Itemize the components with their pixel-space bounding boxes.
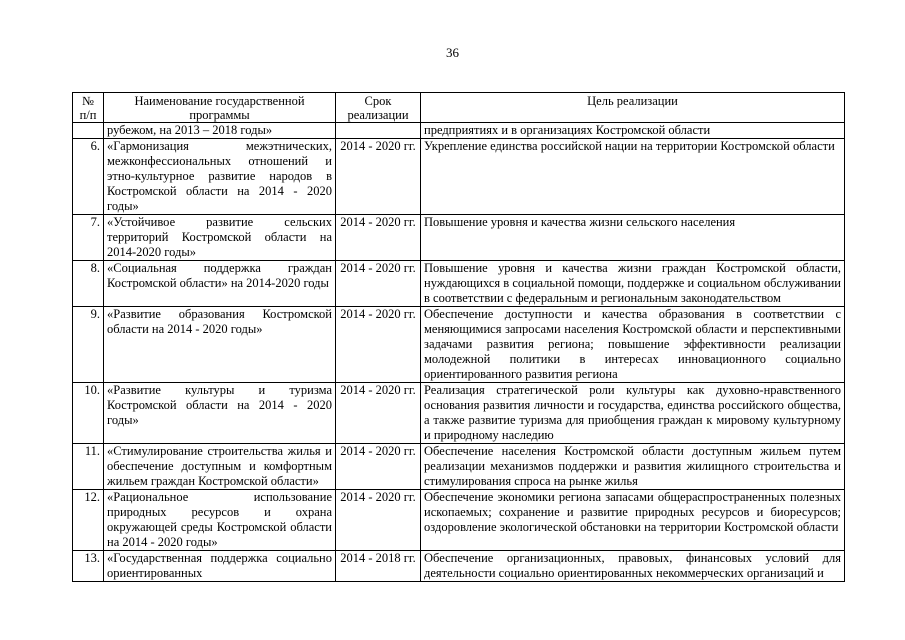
cell-name: «Стимулирование строительства жилья и обеспечение доступным и комфортным жильем граждан Костромской области» — [104, 444, 336, 490]
cell-num: 11. — [73, 444, 104, 490]
cell-term: 2014 - 2020 гг. — [336, 307, 421, 383]
cell-name: «Рациональное использование природных ресурсов и охрана окружающей среды Костромской области на 2014 - 2020 годы» — [104, 490, 336, 551]
cell-name: «Развитие образования Костромской области на 2014 - 2020 годы» — [104, 307, 336, 383]
table-row — [73, 261, 845, 307]
table-row — [73, 383, 845, 444]
cell-name: «Устойчивое развитие сельских территорий Костромской области на 2014-2020 годы» — [104, 215, 336, 261]
programs-table — [72, 92, 845, 582]
cell-term: 2014 - 2018 гг. — [336, 551, 421, 582]
cell-num: 8. — [73, 261, 104, 307]
cell-name: «Социальная поддержка граждан Костромской области» на 2014-2020 годы — [104, 261, 336, 307]
cell-goal: Укрепление единства российской нации на территории Костромской области — [421, 139, 845, 215]
cell-goal: Повышение уровня и качества жизни сельского населения — [421, 215, 845, 261]
cell-goal: Обеспечение доступности и качества образования в соответствии с меняющимися запросами населения Костромской области и перспективными задачами развития региона; повышение эффективности реализации молодежной политики в интересах инновационного социально ориентированного развития региона — [421, 307, 845, 383]
cell-name: рубежом, на 2013 – 2018 годы» — [104, 123, 336, 139]
table-header-row — [73, 93, 845, 123]
table-row — [73, 215, 845, 261]
cell-term: 2014 - 2020 гг. — [336, 383, 421, 444]
table-row — [73, 139, 845, 215]
cell-term: 2014 - 2020 гг. — [336, 490, 421, 551]
cell-num: 13. — [73, 551, 104, 582]
cell-num: 6. — [73, 139, 104, 215]
table-row-continuation — [73, 123, 845, 139]
table-row — [73, 490, 845, 551]
cell-num — [73, 123, 104, 139]
cell-name: «Гармонизация межэтнических, межконфессиональных отношений и этно-культурное развитие народов в Костромской области на 2014 - 2020 годы» — [104, 139, 336, 215]
table-row — [73, 307, 845, 383]
header-name: Наименование государственной программы — [104, 93, 336, 123]
cell-goal: Реализация стратегической роли культуры как духовно-нравственного основания развития личности и государства, единства российского общества, а также развитие туризма для приобщения граждан к мировому культурному и природному наследию — [421, 383, 845, 444]
cell-term: 2014 - 2020 гг. — [336, 444, 421, 490]
cell-term: 2014 - 2020 гг. — [336, 215, 421, 261]
cell-goal: предприятиях и в организациях Костромской области — [421, 123, 845, 139]
header-term: Срок реализации — [336, 93, 421, 123]
cell-num: 12. — [73, 490, 104, 551]
cell-goal: Обеспечение экономики региона запасами общераспространенных полезных ископаемых; сохранение и развитие природных ресурсов и биоресурсов; оздоровление экологической обстановки на территории Костромской области — [421, 490, 845, 551]
header-goal: Цель реализации — [421, 93, 845, 123]
cell-goal: Обеспечение населения Костромской области доступным жильем путем реализации механизмов поддержки и развития жилищного строительства и стимулирования спроса на рынке жилья — [421, 444, 845, 490]
cell-num: 10. — [73, 383, 104, 444]
cell-name: «Государственная поддержка социально ориентированных — [104, 551, 336, 582]
table-row — [73, 551, 845, 582]
cell-term: 2014 - 2020 гг. — [336, 139, 421, 215]
cell-term — [336, 123, 421, 139]
cell-num: 9. — [73, 307, 104, 383]
cell-num: 7. — [73, 215, 104, 261]
cell-term: 2014 - 2020 гг. — [336, 261, 421, 307]
cell-name: «Развитие культуры и туризма Костромской области на 2014 - 2020 годы» — [104, 383, 336, 444]
page-number: 36 — [446, 45, 459, 60]
header-num: № п/п — [73, 93, 104, 123]
cell-goal: Повышение уровня и качества жизни граждан Костромской области, нуждающихся в социальной помощи, поддержке и социальном обслуживании в соответствии с федеральным и региональным законодательством — [421, 261, 845, 307]
table-row — [73, 444, 845, 490]
cell-goal: Обеспечение организационных, правовых, финансовых условий для деятельности социально ориентированных некоммерческих организаций и — [421, 551, 845, 582]
